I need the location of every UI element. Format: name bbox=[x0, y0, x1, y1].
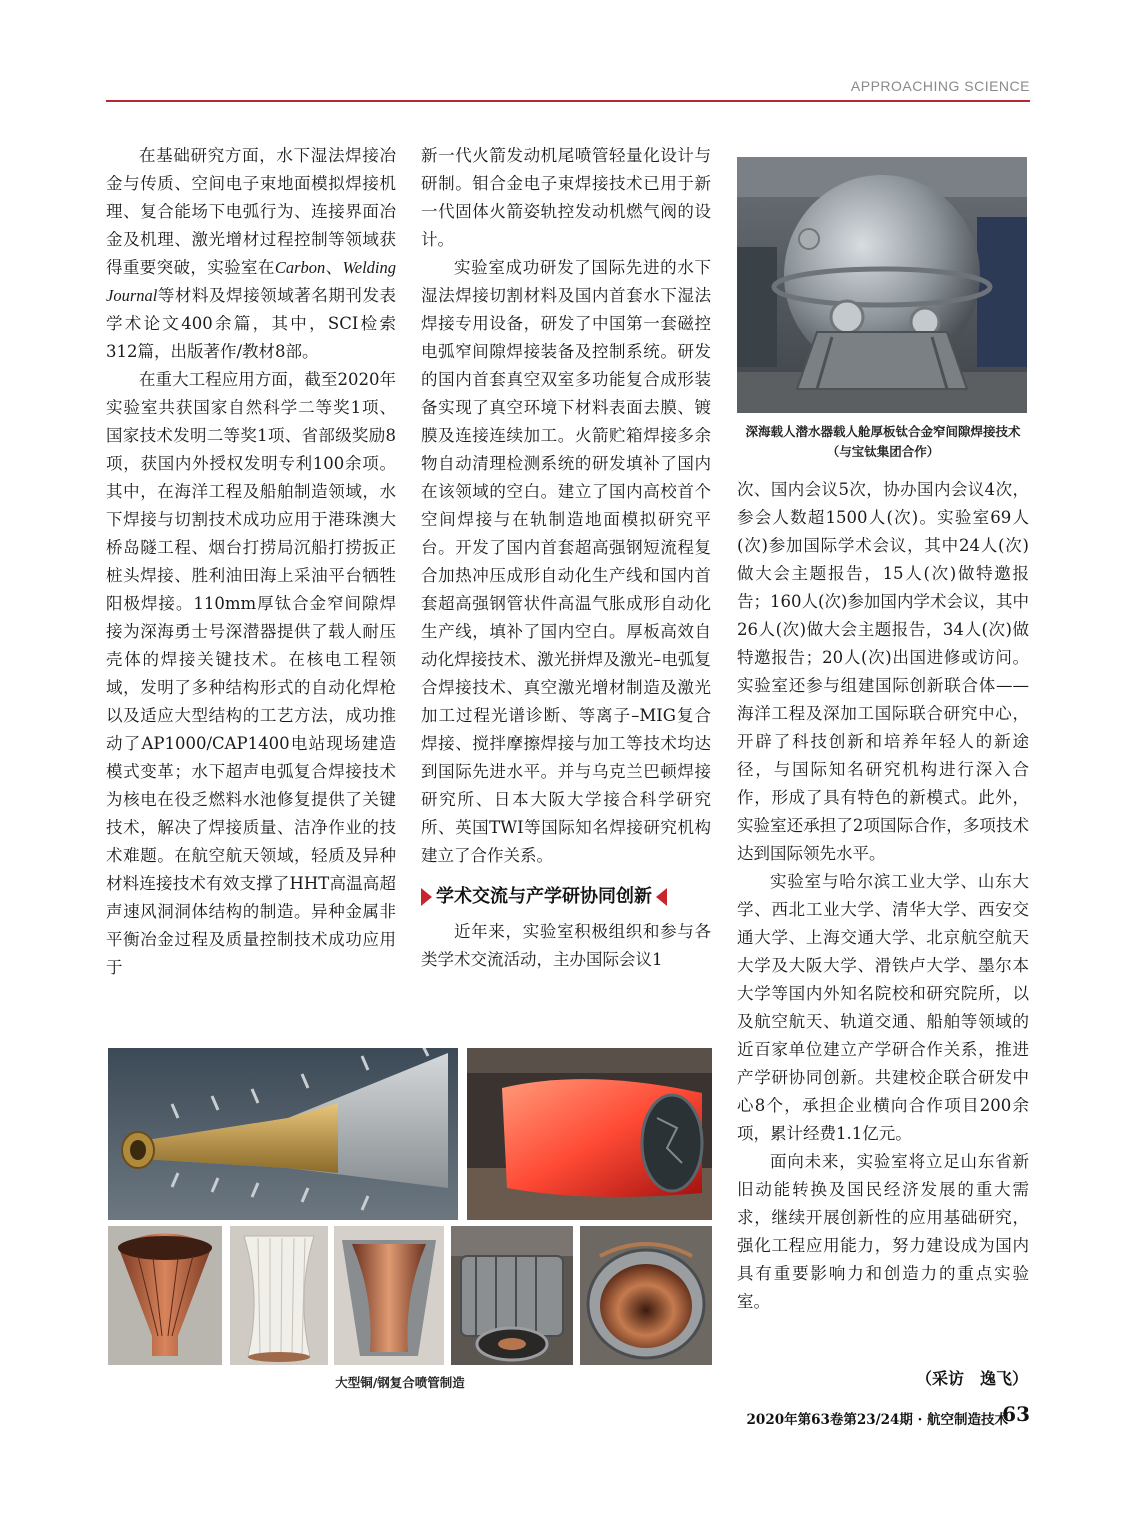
hot-forming-photo bbox=[467, 1048, 712, 1220]
text-column-3 bbox=[737, 476, 1029, 1364]
paragraph: 实验室与哈尔滨工业大学、山东大学、西北工业大学、清华大学、西安交通大学、上海交通大学、北京航空航天大学及大阪大学、滑铁卢大学、墨尔本大学等国内外知名院校和研究院所，以及航空航天、轨道交通、船舶等领域的近百家单位建立产学研合作关系，推进产学研协同创新。共建校企联合研发中心8个，承担企业横向合作项目200余项，累计经费1.1亿元。 bbox=[737, 872, 1029, 1143]
section-label: APPROACHING SCIENCE bbox=[850, 78, 1030, 94]
section-heading: 学术交流与产学研协同创新 bbox=[421, 884, 711, 910]
nozzle-section-photo bbox=[334, 1226, 444, 1365]
sphere-photo bbox=[737, 157, 1027, 413]
assembly-photo bbox=[451, 1226, 573, 1365]
copper-bore-photo bbox=[580, 1226, 712, 1365]
text-column-1 bbox=[106, 142, 396, 982]
ribbed-liner-photo bbox=[230, 1226, 328, 1365]
journal-name: Welding Journal bbox=[106, 258, 396, 305]
nozzle-caption: 大型铜/钢复合喷管制造 bbox=[335, 1375, 465, 1390]
paragraph: 新一代火箭发动机尾喷管轻量化设计与研制。钼合金电子束焊接技术已用于新一代固体火箭姿轨控发动机燃气阀的设计。 bbox=[421, 146, 711, 249]
footer-issue: 2020年第63卷第23/24期 · 航空制造技术 bbox=[746, 1412, 1008, 1428]
header-rule bbox=[106, 100, 1030, 102]
triangle-marker-icon bbox=[421, 888, 432, 906]
interview-credit: （采访 逸飞） bbox=[915, 1369, 1028, 1388]
journal-name: Carbon bbox=[274, 258, 326, 277]
paragraph: 在重大工程应用方面，截至2020年实验室共获国家自然科学二等奖1项、国家技术发明二等奖1项、省部级奖励8项，获国内外授权发明专利100余项。其中，在海洋工程及船舶制造领域，水下焊接与切割技术成功应用于港珠澳大桥岛隧工程、烟台打捞局沉船打捞扳正桩头焊接、胜利油田海上采油平台牺牲阳极焊接。110mm厚钛合金窄间隙焊接为深海勇士号深潜器提供了载人耐压壳体的焊接关键技术。在核电工程领域，发明了多种结构形式的自动化焊枪以及适应大型结构的工艺方法，成功推动了AP1000/CAP1400电站现场建造模式变革；水下超声电弧复合焊接技术为核电在役乏燃料水池修复提供了关键技术，解决了焊接质量、洁净作业的技术难题。在航空航天领域，轻质及异种材料连接技术有效支撑了HHT高温高超声速风洞洞体结构的制造。异种金属非平衡冶金过程及质量控制技术成功应用于 bbox=[106, 370, 396, 977]
text-column-2 bbox=[421, 142, 711, 1030]
paragraph: 近年来，实验室积极组织和参与各类学术交流活动，主办国际会议1 bbox=[421, 922, 711, 969]
page-number: 63 bbox=[1002, 1402, 1030, 1426]
paragraph: 次、国内会议5次，协办国内会议4次，参会人数超1500人(次)。实验室69人(次)参加国际学术会议，其中24人(次)做大会主题报告，15人(次)做特邀报告；160人(次)参加国内学术会议，其中26人(次)做大会主题报告，34人(次)做特邀报告；20人(次)出国进修或访问。实验室还参与组建国际创新联合体——海洋工程及深加工国际联合研究中心，开辟了科技创新和培养年轻人的新途径，与国际知名研究机构进行深入合作，形成了具有特色的新模式。此外，实验室还承担了2项国际合作，多项技术达到国际领先水平。 bbox=[737, 480, 1029, 863]
copper-nozzle-photo bbox=[108, 1226, 222, 1365]
paragraph: 面向未来，实验室将立足山东省新旧动能转换及国民经济发展的重大需求，继续开展创新性的应用基础研究，强化工程应用能力，努力建设成为国内具有重要影响力和创造力的重点实验室。 bbox=[737, 1152, 1029, 1311]
triangle-marker-icon bbox=[656, 888, 667, 906]
sphere-photo-caption: 深海载人潜水器载人舱厚板钛合金窄间隙焊接技术（与宝钛集团合作） bbox=[745, 424, 1021, 459]
paragraph: 实验室成功研发了国际先进的水下湿法焊接切割材料及国内首套水下湿法焊接专用设备，研发了中国第一套磁控电弧窄间隙焊接装备及控制系统。研发的国内首套真空双室多功能复合成形装备实现了真空环境下材料表面去膜、镀膜及连接连续加工。火箭贮箱焊接多余物自动清理检测系统的研发填补了国内在该领域的空白。建立了国内高校首个空间焊接与在轨制造地面模拟研究平台。开发了国内首套超高强钢短流程复合加热冲压成形自动化生产线和国内首套超高强钢管状件高温气胀成形自动化生产线，填补了国内空白。厚板高效自动化焊接技术、激光拼焊及激光–电弧复合焊接技术、真空激光增材制造及激光加工过程光谱诊断、等离子–MIG复合焊接、搅拌摩擦焊接与加工等技术均达到国际先进水平。并与乌克兰巴顿焊接研究所、日本大阪大学接合科学研究所、英国TWI等国际知名焊接研究机构建立了合作关系。 bbox=[421, 258, 711, 865]
nozzle-render bbox=[108, 1048, 458, 1220]
paragraph: 在基础研究方面，水下湿法焊接冶金与传质、空间电子束地面模拟焊接机理、复合能场下电弧行为、连接界面冶金及机理、激光增材过程控制等领域获得重要突破，实验室在Carbon、Welding Journal等材料及焊接领域著名期刊发表学术论文400余篇，其中，SCI检索312篇，出版著作/教材8部。 bbox=[106, 146, 396, 361]
